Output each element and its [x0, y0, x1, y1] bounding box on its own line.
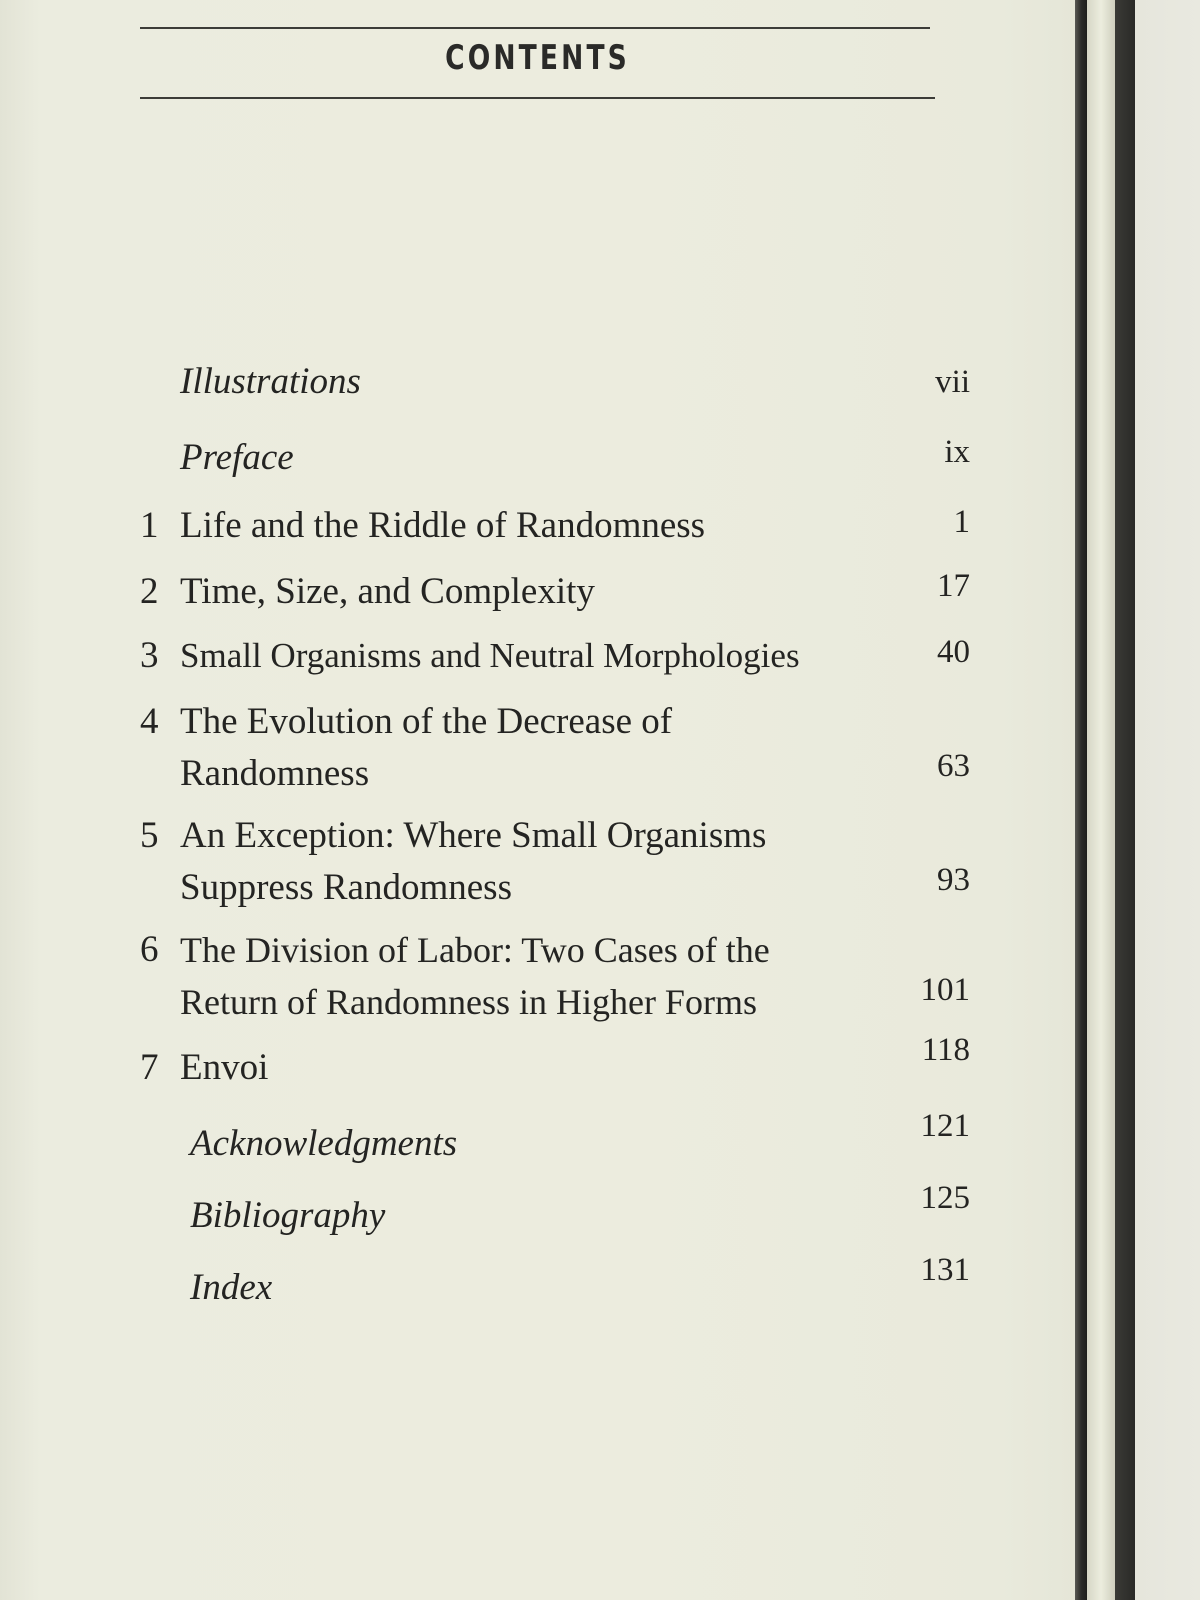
toc-entry-title: The Evolution of the Decrease of	[180, 701, 673, 742]
toc-entry-page: vii	[935, 364, 970, 400]
toc-entry-title: Index	[190, 1267, 273, 1308]
toc-entry-chapter-1	[140, 500, 970, 552]
toc-entry-title: Preface	[180, 437, 294, 478]
toc-entry-chapter-3	[140, 630, 970, 682]
toc-entry-title: An Exception: Where Small Organisms	[180, 815, 767, 856]
toc-entry-chapter-6	[140, 924, 970, 1028]
toc-entry-number: 4	[140, 701, 159, 742]
toc-entry-page: 17	[937, 568, 970, 604]
page-stack-edge	[1087, 0, 1115, 1600]
toc-entry-page: 1	[953, 504, 970, 540]
toc-entry-chapter-7	[140, 1032, 970, 1094]
book-cover-edge	[1115, 0, 1135, 1600]
toc-entry-title: Small Organisms and Neutral Morphologies	[180, 636, 800, 675]
toc-entry-page: ix	[944, 434, 970, 470]
toc-entry-page: 63	[937, 748, 970, 784]
toc-entry-number: 6	[140, 929, 159, 970]
toc-entry-title: Bibliography	[190, 1195, 386, 1236]
toc-entry-illustrations	[140, 356, 970, 408]
toc-entry-title: Life and the Riddle of Randomness	[180, 505, 706, 546]
heading-rule-bottom	[140, 97, 935, 99]
toc-entry-index	[140, 1252, 970, 1314]
toc-entry-title: Envoi	[180, 1047, 269, 1088]
page-edge	[1075, 0, 1087, 1600]
toc-entry-preface	[140, 432, 970, 484]
toc-entry-title: The Division of Labor: Two Cases of the	[180, 930, 770, 970]
background-surface	[1135, 0, 1200, 1600]
toc-entry-title: Illustrations	[180, 361, 361, 402]
toc-entry-chapter-4	[140, 696, 970, 800]
toc-entry-acknowledgments	[140, 1108, 970, 1170]
toc-entry-title: Acknowledgments	[190, 1123, 458, 1164]
toc-entry-page: 40	[937, 634, 970, 670]
toc-entry-title-continued: Return of Randomness in Higher Forms	[180, 982, 757, 1022]
toc-entry-bibliography	[140, 1180, 970, 1242]
toc-entry-chapter-2	[140, 566, 970, 618]
toc-entry-page: 131	[920, 1252, 970, 1288]
toc-entry-page: 101	[920, 972, 970, 1008]
toc-entry-title-continued: Randomness	[180, 753, 370, 794]
toc-entry-number: 5	[140, 815, 159, 856]
toc-entry-page: 121	[920, 1108, 970, 1144]
toc-entry-page: 118	[921, 1032, 970, 1068]
toc-entry-page: 93	[937, 862, 970, 898]
heading-rule-top	[140, 27, 930, 29]
toc-entry-number: 2	[140, 571, 159, 612]
toc-entry-title: Time, Size, and Complexity	[180, 571, 595, 612]
toc-entry-number: 7	[140, 1047, 159, 1088]
toc-entry-number: 3	[140, 635, 159, 676]
page-title: CONTENTS	[445, 38, 630, 78]
toc-entry-page: 125	[920, 1180, 970, 1216]
toc-entry-title-continued: Suppress Randomness	[180, 867, 512, 908]
toc-entry-chapter-5	[140, 810, 970, 914]
toc-entry-number: 1	[140, 505, 159, 546]
